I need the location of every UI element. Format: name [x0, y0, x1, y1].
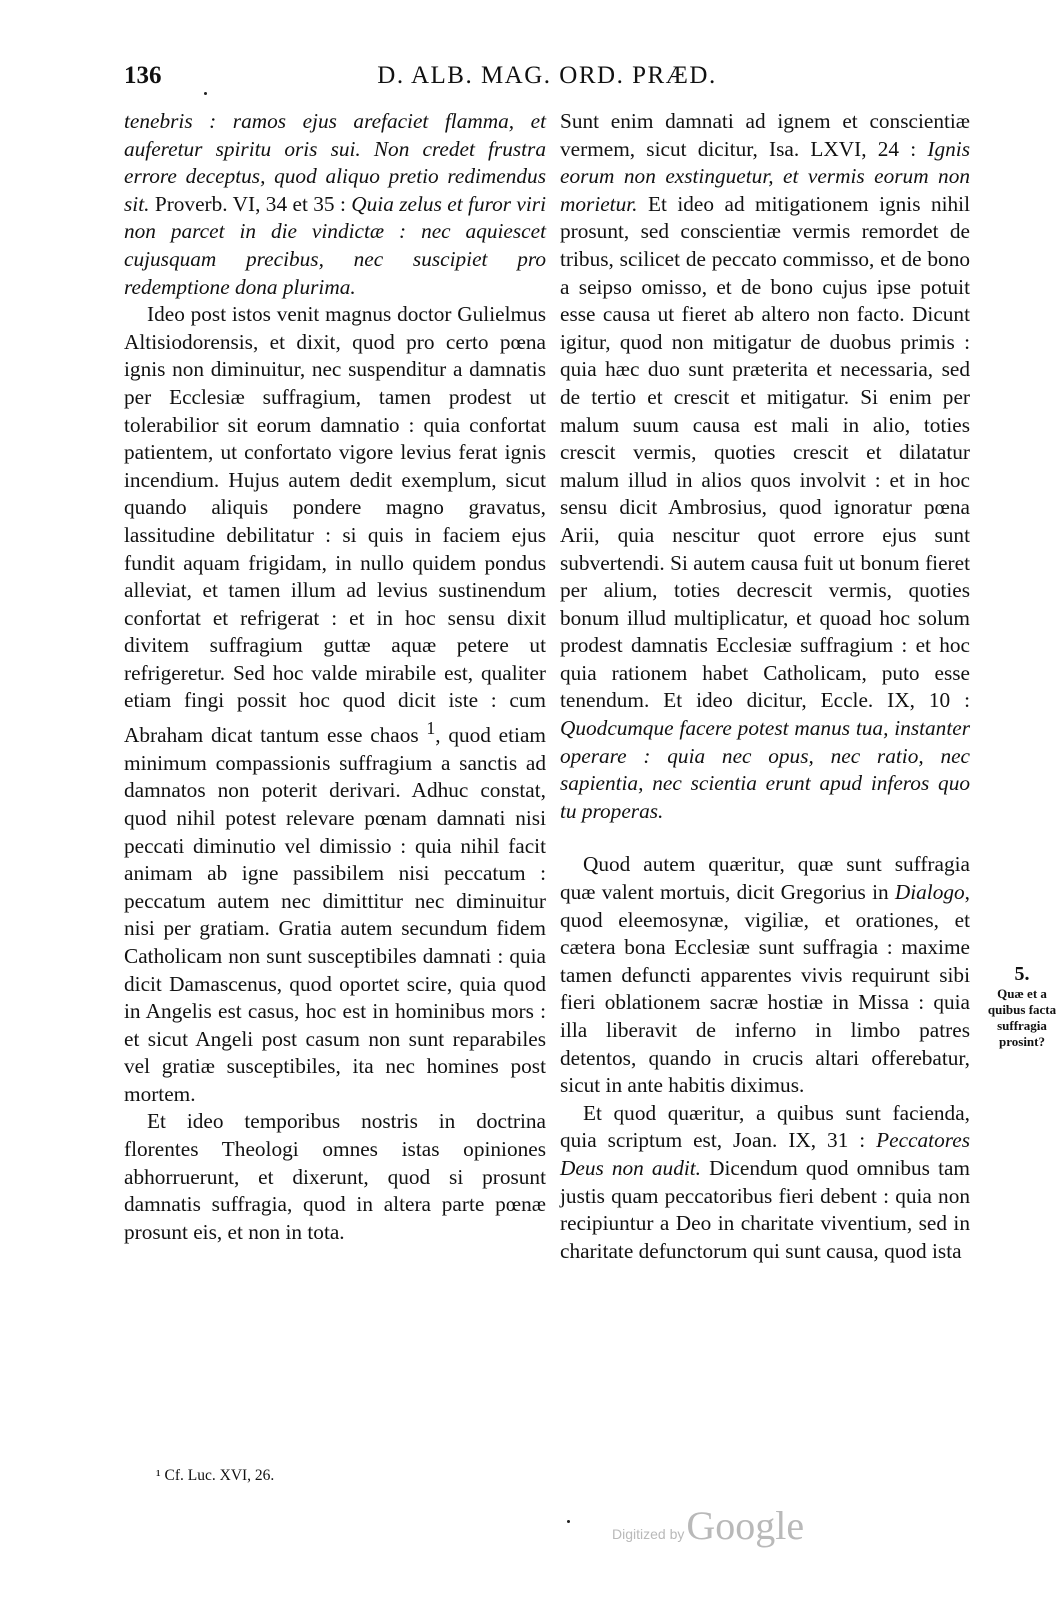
right-text-column — [560, 108, 970, 1265]
footnote: ¹ Cf. Luc. XVI, 26. — [156, 1467, 275, 1484]
google-watermark — [612, 1502, 804, 1549]
page-number: 136 — [124, 62, 162, 89]
marginal-note-number: 5. — [1014, 963, 1030, 985]
google-logo: Google — [686, 1503, 805, 1548]
print-speck — [204, 92, 207, 95]
paragraph: Quod autem quæritur, quæ sunt suffragia quæ valent mortuis, dicit Gregorius in Dialogo, quod eleemosynæ, vigiliæ, et orationes, et cætera bona Ecclesiæ sunt suffragia : maxime tamen defuncti apparentes vivis requirunt sibi fieri oblationem sacræ hostiæ in Missa : quia illa liberavit de inferno in limbo patres detentos, quando in crucis altari offerebatur, sicut in ante habitis diximus. — [560, 852, 970, 1098]
paragraph: Et quod quæritur, a quibus sunt facienda, quia scriptum est, Joan. IX, 31 : Peccatores Deus non audit. Dicendum quod omnibus tam justis quam peccatoribus fieri debent : quia non recipiuntur a Deo in charitate viventium, sed in charitate defunctorum qui sunt causa, quod ista — [560, 1100, 971, 1263]
paragraph: Ideo post istos venit magnus doctor Gulielmus Altisiodorensis, et dixit, quod pro certo pœna ignis non diminuitur, nec suspenditur a damnatis per Ecclesiæ suffragium, tamen prodest ut tolerabilior sit eorum damnatio : quia confortat patientem, ut confortato vigore levius ferat ignis incendium. Hujus autem dedit exemplum, sicut quando aliquis pondere magno gravatus, lassitudine debilitatur : si quis in faciem ejus fundit aquam frigidam, in nullo quidem pondus alleviat, et tamen illum ad levius sustinendum confortat et refrigerat : et in hoc sensu dixit divitem suffragium guttæ aquæ petere ut refrigeretur. Sed hoc valde mirabile est, qualiter etiam fingi possit hoc quod dicit iste : cum Abraham dicat tantum esse chaos $^1$, quod etiam minimum compassionis suffragium a sanctis ad damnatos non poterit derivari. Adhuc constat, quod nihil potest relevare pœnam damnati nisi peccati diminutio vel dimissio : quia nihil facit animam ab igne passibilem nisi peccatum : peccatum autem nec dimittitur nec diminuitur nisi per gratiam. Gratia autem secundum fidem Catholicam non sunt susceptibiles damnati : quia dicit Damascenus, quod oportet scire, quia quod in Angelis est casus, hoc est in hominibus mors : et sicut Angeli post casum non sunt reparabiles vel gratiæ susceptibiles, ita nec homines post mortem. — [124, 302, 546, 1106]
left-text-column — [124, 108, 546, 1246]
watermark-prefix: Digitized by — [612, 1526, 685, 1542]
print-speck — [567, 1520, 570, 1523]
paragraph: Sunt enim damnati ad ignem et conscientiæ vermem, sicut dicitur, Isa. LXVI, 24 : Ignis eorum non exstinguetur, et vermis eorum non morietur. Et ideo ad mitigationem ignis nihil prosunt, sed conscientiæ vermis remordet de tribus, scilicet de peccato commisso, et de bono a seipso omisso, et de bono cujus ipse potuit esse causa ut fieret ab altero non facto. Dicunt igitur, quod non mitigatur de duobus primis : quia hæc duo sunt præterita et necessaria, sed de tertio et crescit et mitigatur. Si enim per malum suum causa est mali in alio, toties crescit vermis, quoties crescit et dilatatur malum illud in alios quos involvit : et in hoc sensu dicit Ambrosius, quod ignoratur pœna Arii, quia nescitur quot errore ejus sunt subvertendi. Si autem causa fuit ut bonum fieret per alium, toties decrescit vermis, quoties bonum illud multiplicatur, et quoad hoc solum prodest damnatis Ecclesiæ suffragium : et hoc quia rationem habet Catholicam, puto esse tenendum. Et ideo dicitur, Eccle. IX, 10 : Quodcumque facere potest manus tua, instanter operare : quia nec opus, nec ratio, nec sapientia, nec scientia erunt apud inferos quo tu properas. — [560, 109, 970, 823]
marginal-note — [984, 963, 1060, 1050]
paragraph: tenebris : ramos ejus arefaciet flamma, et auferetur spiritu oris sui. Non credet frustra errore deceptus, quod aliquo pretio redimendus sit. Proverb. VI, 34 et 35 : Quia zelus et furor viri non parcet in die vindictæ : nec aquiescet cujusquam precibus, nec suscipiet pro redemptione dona plurima. — [124, 109, 546, 299]
page-header — [124, 62, 970, 96]
running-title: D. ALB. MAG. ORD. PRÆD. — [377, 62, 717, 89]
paragraph: Et ideo temporibus nostris in doctrina florentes Theologi omnes istas opiniones abhorruerunt, et dixerunt, quod si prosunt damnatis suffragia, quod in altera parte pœnæ prosunt eis, et non in tota. — [124, 1109, 546, 1244]
marginal-note-text: Quæ et a quibus facta suffragia prosint? — [987, 986, 1057, 1049]
